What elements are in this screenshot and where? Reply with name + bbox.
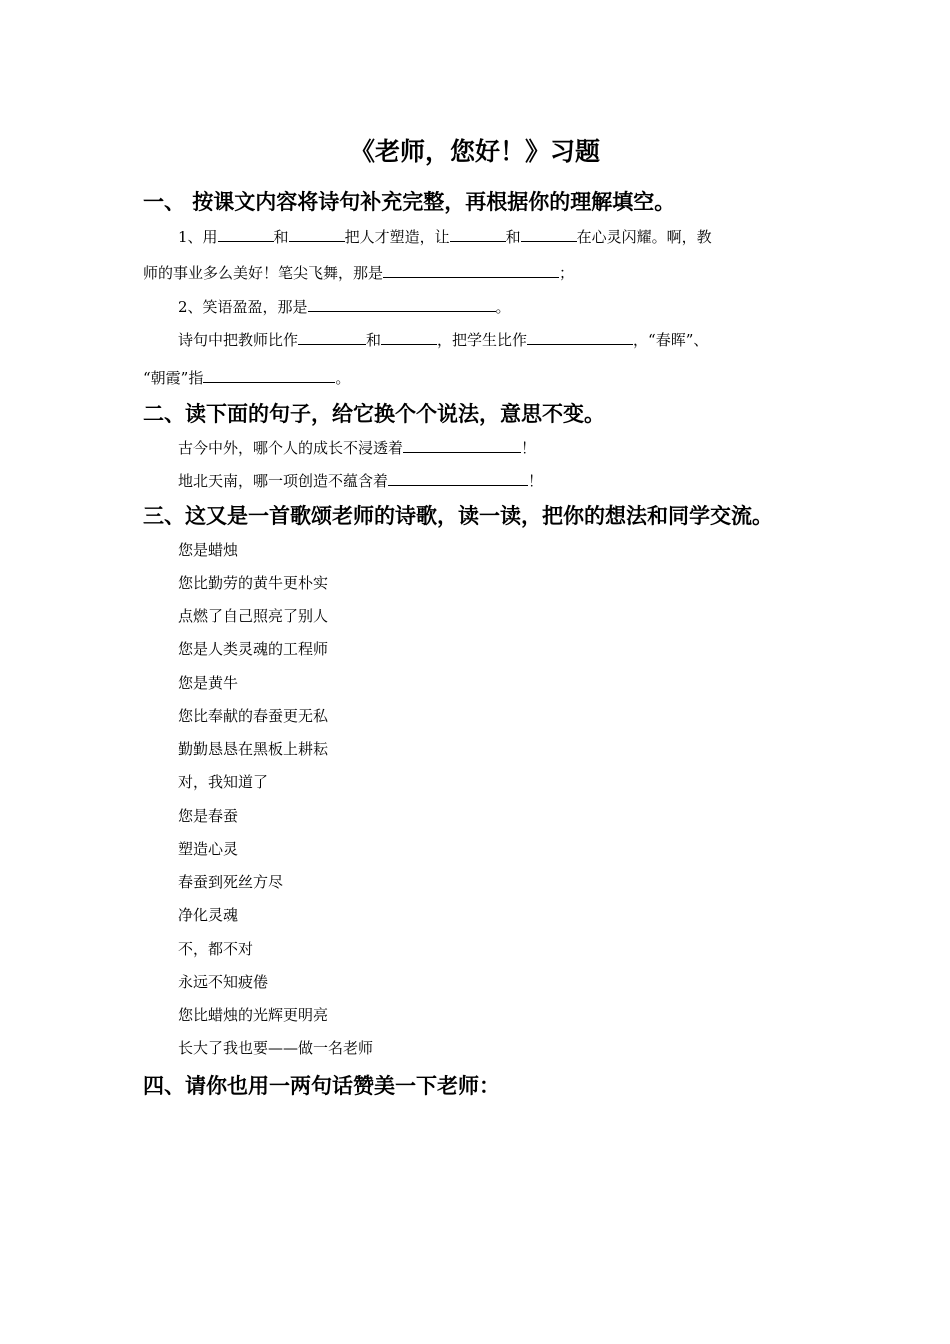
- text: ！: [528, 472, 544, 490]
- fill-blank[interactable]: [298, 330, 366, 345]
- page-title: 《老师，您好！》习题: [349, 137, 600, 166]
- text: 地北天南，哪一项创造不蕴含着: [178, 472, 389, 490]
- text: 把人才塑造，让: [344, 228, 450, 246]
- s2-sentence2: [178, 470, 543, 491]
- poem-line: 永远不知疲倦: [178, 973, 269, 991]
- poem-line: 您比勤劳的黄牛更朴实: [178, 574, 329, 592]
- fill-blank[interactable]: [521, 227, 577, 242]
- text: ；: [559, 264, 575, 282]
- poem-line: 您是春蚕: [178, 807, 239, 825]
- s1-line3: [178, 296, 511, 317]
- poem-line: 长大了我也要——做一名老师: [178, 1039, 374, 1057]
- text: 师的事业多么美好！笔尖飞舞，那是: [143, 264, 384, 282]
- text: 和: [505, 228, 521, 246]
- fill-blank[interactable]: [308, 297, 496, 312]
- fill-blank[interactable]: [289, 227, 345, 242]
- text: 。: [335, 369, 351, 387]
- s1-line2: [143, 262, 574, 283]
- poem-line: 对，我知道了: [178, 773, 269, 791]
- s2-sentence1: [178, 437, 536, 458]
- fill-blank[interactable]: [218, 227, 274, 242]
- fill-blank[interactable]: [450, 227, 506, 242]
- section2-heading: 二、读下面的句子，给它换个个说法，意思不变。: [143, 402, 605, 426]
- section1-heading: 一、 按课文内容将诗句补充完整，再根据你的理解填空。: [143, 190, 676, 214]
- poem-line: 不，都不对: [178, 940, 254, 958]
- text: 在心灵闪耀。啊，教: [576, 228, 712, 246]
- fill-blank[interactable]: [388, 471, 528, 486]
- text: 诗句中把教师比作: [178, 331, 299, 349]
- poem-line: 春蚕到死丝方尽: [178, 873, 284, 891]
- poem-line: 净化灵魂: [178, 906, 239, 924]
- s1-line4: [178, 329, 708, 350]
- s1-line1: [178, 226, 712, 247]
- text: “朝霞”指: [143, 369, 204, 387]
- poem-line: 勤勤恳恳在黑板上耕耘: [178, 740, 329, 758]
- fill-blank[interactable]: [383, 263, 559, 278]
- section4-heading: 四、请你也用一两句话赞美一下老师：: [143, 1074, 500, 1098]
- poem-line: 您是蜡烛: [178, 541, 239, 559]
- section3-heading: 三、这又是一首歌颂老师的诗歌，读一读，把你的想法和同学交流。: [143, 504, 773, 528]
- fill-blank[interactable]: [381, 330, 437, 345]
- fill-blank[interactable]: [527, 330, 633, 345]
- fill-blank[interactable]: [203, 368, 335, 383]
- fill-blank[interactable]: [403, 438, 521, 453]
- text: 和: [273, 228, 289, 246]
- poem-line: 点燃了自己照亮了别人: [178, 607, 329, 625]
- poem-line: 塑造心灵: [178, 840, 239, 858]
- text: 1、用: [178, 228, 218, 246]
- poem-line: 您是人类灵魂的工程师: [178, 640, 329, 658]
- text: 2、笑语盈盈，那是: [178, 298, 308, 316]
- s1-line5: [143, 367, 350, 388]
- text: ！: [521, 439, 537, 457]
- text: ，把学生比作: [437, 331, 528, 349]
- text: 和: [366, 331, 382, 349]
- text: 古今中外，哪个人的成长不浸透着: [178, 439, 404, 457]
- text: ，“春晖”、: [633, 331, 709, 349]
- text: 。: [495, 298, 511, 316]
- poem-line: 您比奉献的春蚕更无私: [178, 707, 329, 725]
- poem-line: 您比蜡烛的光辉更明亮: [178, 1006, 329, 1024]
- poem-line: 您是黄牛: [178, 674, 239, 692]
